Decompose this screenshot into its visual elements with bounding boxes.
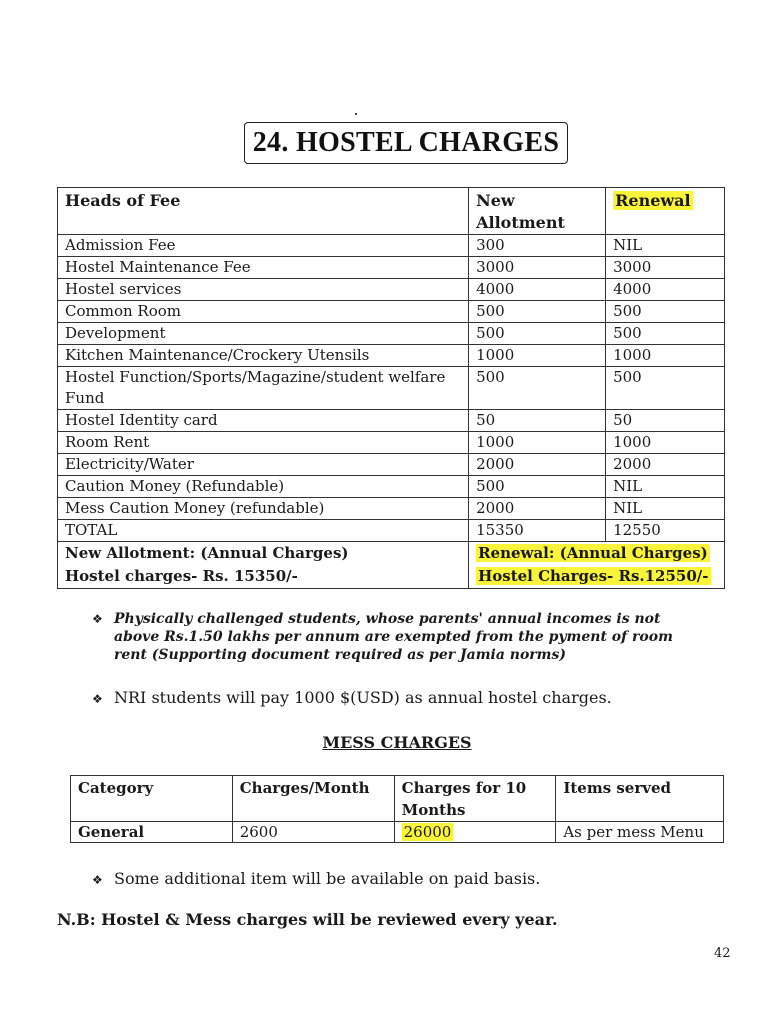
header-renewal-label: Renewal: [615, 191, 691, 210]
fee-head-cell: TOTAL: [58, 520, 469, 542]
note-additional-items: [92, 869, 540, 888]
footer-renew-line2: Hostel Charges- Rs.12550/-: [478, 567, 709, 585]
renewal-cell: NIL: [606, 476, 725, 498]
new-allotment-cell: 4000: [469, 279, 606, 301]
fee-head-cell: Hostel Maintenance Fee: [58, 257, 469, 279]
new-allotment-cell: 3000: [469, 257, 606, 279]
mess-header-items-served: Items served: [556, 776, 724, 822]
page-number: 42: [714, 946, 731, 961]
table-row: [58, 323, 725, 345]
fee-head-cell: Development: [58, 323, 469, 345]
bullet-icon: ❖: [92, 873, 103, 887]
note-challenged-text: Physically challenged students, whose parents' annual incomes is not above Rs.1.50 lakhs per annum are exempted from the pyment of room rent (Supporting document required as per Jamia norms): [114, 611, 673, 663]
bullet-icon: ❖: [92, 692, 103, 706]
table-header-row: [58, 188, 725, 235]
mess-charges-heading: MESS CHARGES: [322, 733, 472, 752]
table-row: [58, 476, 725, 498]
renewal-cell: 500: [606, 367, 725, 410]
mess-header-charges-month: Charges/Month: [232, 776, 394, 822]
note-extra-text: Some additional item will be available on paid basis.: [114, 869, 541, 888]
header-renewal: [606, 188, 725, 235]
new-allotment-cell: 500: [469, 301, 606, 323]
table-row: [58, 235, 725, 257]
table-footer-row: [58, 542, 725, 589]
note-nri: [92, 688, 612, 707]
table-row: [58, 257, 725, 279]
fee-head-cell: Caution Money (Refundable): [58, 476, 469, 498]
renewal-cell: 500: [606, 301, 725, 323]
renewal-cell: 3000: [606, 257, 725, 279]
new-allotment-cell: 1000: [469, 432, 606, 454]
table-row: [58, 520, 725, 542]
renewal-cell: NIL: [606, 235, 725, 257]
table-row: [58, 454, 725, 476]
renewal-cell: 1000: [606, 432, 725, 454]
new-allotment-cell: 15350: [469, 520, 606, 542]
renewal-cell: 1000: [606, 345, 725, 367]
new-allotment-cell: 500: [469, 367, 606, 410]
bullet-icon: ❖: [92, 612, 103, 626]
new-allotment-cell: 50: [469, 410, 606, 432]
new-allotment-cell: 1000: [469, 345, 606, 367]
nb-note: N.B: Hostel & Mess charges will be reviewed every year.: [57, 910, 558, 929]
footer-new-line2: Hostel charges- Rs. 15350/-: [65, 567, 298, 585]
footer-new-line1: New Allotment: (Annual Charges): [65, 544, 349, 562]
table-row: [58, 345, 725, 367]
fee-head-cell: Mess Caution Money (refundable): [58, 498, 469, 520]
renewal-cell: 4000: [606, 279, 725, 301]
table-row: [58, 498, 725, 520]
table-row: [58, 410, 725, 432]
fee-head-cell: Room Rent: [58, 432, 469, 454]
footer-renew-line1: Renewal: (Annual Charges): [478, 544, 708, 562]
fee-head-cell: Hostel Function/Sports/Magazine/student welfare Fund: [58, 367, 469, 410]
mess-header-charges-10-months: Charges for 10 Months: [394, 776, 556, 822]
mess-header-row: [71, 776, 724, 822]
new-allotment-cell: 2000: [469, 498, 606, 520]
mess-cell-charges-10-months: [394, 822, 556, 843]
new-allotment-cell: 2000: [469, 454, 606, 476]
new-allotment-cell: 300: [469, 235, 606, 257]
mess-row-general: [71, 822, 724, 843]
table-row: [58, 432, 725, 454]
fee-head-cell: Common Room: [58, 301, 469, 323]
mess-cell-charges-month: 2600: [232, 822, 394, 843]
footer-new-allotment: [58, 542, 469, 589]
page-title: 24. HOSTEL CHARGES: [244, 122, 568, 164]
ink-dot: [355, 113, 357, 115]
renewal-cell: 500: [606, 323, 725, 345]
mess-cell-category: General: [71, 822, 233, 843]
mess-header-category: Category: [71, 776, 233, 822]
fee-head-cell: Kitchen Maintenance/Crockery Utensils: [58, 345, 469, 367]
renewal-cell: 2000: [606, 454, 725, 476]
renewal-cell: NIL: [606, 498, 725, 520]
mess-cell-charges-10-months-value: 26000: [403, 823, 452, 841]
mess-cell-items-served: As per mess Menu: [556, 822, 724, 843]
hostel-charges-table: [57, 187, 725, 589]
fee-head-cell: Admission Fee: [58, 235, 469, 257]
note-nri-text: NRI students will pay 1000 $(USD) as annual hostel charges.: [114, 688, 612, 707]
fee-head-cell: Hostel Identity card: [58, 410, 469, 432]
header-new-allotment: New Allotment: [469, 188, 606, 235]
renewal-cell: 50: [606, 410, 725, 432]
header-heads-of-fee: Heads of Fee: [58, 188, 469, 235]
new-allotment-cell: 500: [469, 476, 606, 498]
table-row: [58, 301, 725, 323]
renewal-cell: 12550: [606, 520, 725, 542]
table-row: [58, 367, 725, 410]
footer-renewal: [469, 542, 725, 589]
mess-charges-table: [70, 775, 724, 843]
new-allotment-cell: 500: [469, 323, 606, 345]
fee-head-cell: Hostel services: [58, 279, 469, 301]
note-physically-challenged: [92, 610, 712, 664]
fee-head-cell: Electricity/Water: [58, 454, 469, 476]
table-row: [58, 279, 725, 301]
